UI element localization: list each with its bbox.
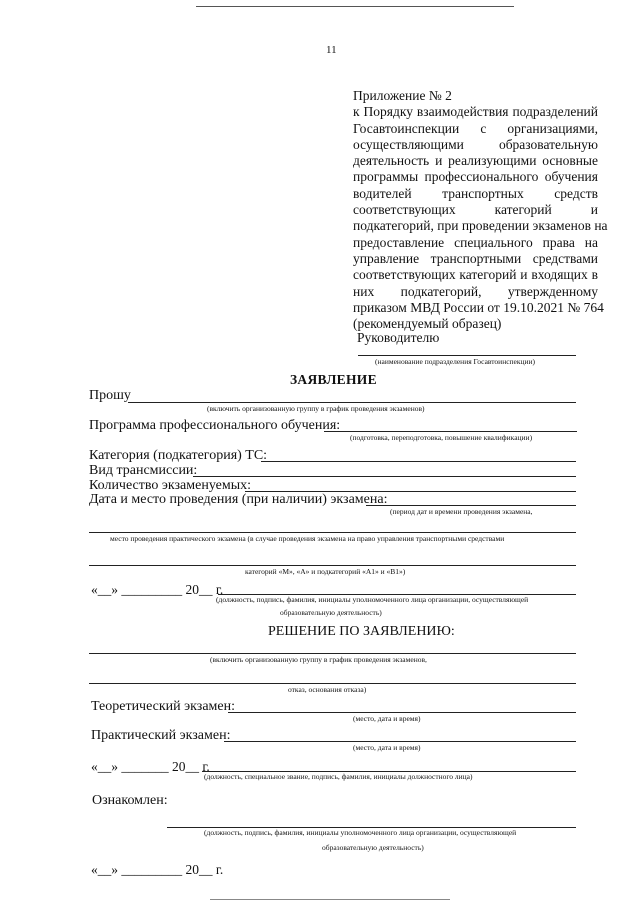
appendix-header: [353, 88, 608, 332]
decision-caption-1: (включить организованную группу в график проведения экзаменов,: [210, 655, 427, 664]
request-caption: (включить организованную группу в график проведения экзаменов): [207, 404, 425, 413]
appendix-line: к Порядку взаимодействия подразделений: [353, 104, 598, 120]
appendix-line: (рекомендуемый образец): [353, 316, 502, 332]
practical-place-caption: место проведения практического экзамена (в случае проведения экзамена на право управления транспортными средствами: [110, 534, 505, 543]
exam-date-caption: (период дат и времени проведения экзамена,: [390, 507, 533, 516]
sign1-caption-1: (должность, подпись, фамилия, инициалы уполномоченного лица организации, осуществляющей: [216, 595, 529, 604]
categories-caption: категорий «М», «А» и подкатегорий «А1» и «В1»): [245, 567, 406, 576]
document-title: ЗАЯВЛЕНИЕ: [290, 372, 377, 387]
transmission-line[interactable]: [193, 476, 576, 477]
program-label: Программа профессионального обучения:: [89, 418, 341, 433]
acquainted-caption-1: (должность, подпись, фамилия, инициалы уполномоченного лица организации, осуществляющей: [204, 828, 517, 837]
recipient-line[interactable]: [358, 355, 576, 356]
scan-bottom-edge: [210, 899, 450, 900]
exam-date-line[interactable]: [366, 505, 576, 506]
appendix-line: Приложение № 2: [353, 88, 452, 103]
practice-label: Практический экзамен:: [91, 728, 231, 743]
appendix-line: программы профессионального обучения: [353, 169, 598, 185]
appendix-line: управление транспортными средствами: [353, 250, 598, 266]
acquainted-caption-2: образовательную деятельность): [322, 843, 424, 852]
exam-place-line[interactable]: [89, 532, 576, 533]
appendix-line: деятельность и реализующими основные: [353, 153, 598, 169]
recipient-caption: (наименование подразделения Госавтоинспекции): [375, 357, 536, 366]
sign3-date[interactable]: «__» _________ 20__ г.: [91, 862, 224, 877]
category-line[interactable]: [261, 461, 576, 462]
sign1-caption-2: образовательную деятельность): [280, 608, 382, 617]
theory-label: Теоретический экзамен:: [91, 699, 235, 714]
decision-line-2[interactable]: [89, 683, 576, 684]
decision-line[interactable]: [89, 653, 576, 654]
transmission-label: Вид трансмиссии:: [89, 463, 198, 478]
recipient-label: Руководителю: [357, 330, 440, 345]
appendix-line: подкатегорий, при проведении экзаменов на: [353, 218, 608, 234]
sign2-date[interactable]: «__» _______ 20__ г.: [91, 759, 210, 774]
practice-caption: (место, дата и время): [353, 743, 421, 752]
category-label: Категория (подкатегория) ТС:: [89, 448, 268, 463]
request-label: Прошу: [89, 388, 131, 403]
decision-caption-2: отказ, основания отказа): [288, 685, 367, 694]
scan-top-edge: [196, 6, 514, 7]
theory-caption: (место, дата и время): [353, 714, 421, 723]
sign2-caption: (должность, специальное звание, подпись, фамилия, инициалы должностного лица): [204, 772, 473, 781]
examinees-label: Количество экзаменуемых:: [89, 478, 252, 493]
decision-title: РЕШЕНИЕ ПО ЗАЯВЛЕНИЮ:: [268, 624, 455, 639]
exam-place-line-2[interactable]: [89, 565, 576, 566]
exam-date-label: Дата и место проведения (при наличии) экзамена:: [89, 492, 388, 507]
appendix-line: приказом МВД России от 19.10.2021 № 764: [353, 299, 604, 315]
program-caption: (подготовка, переподготовка, повышение квалификации): [350, 433, 533, 442]
appendix-line: водителей транспортных средств: [353, 185, 598, 201]
theory-line[interactable]: [228, 712, 576, 713]
program-line[interactable]: [324, 431, 577, 432]
appendix-line: соответствующих категорий и входящих в: [353, 267, 598, 283]
sign1-date[interactable]: «__» _________ 20__ г.: [91, 582, 224, 597]
acquainted-label: Ознакомлен:: [92, 793, 168, 808]
request-line[interactable]: [128, 402, 576, 403]
practice-line[interactable]: [224, 741, 576, 742]
page-number: 11: [326, 44, 337, 56]
appendix-line: осуществляющими образовательную: [353, 136, 598, 152]
appendix-line: Госавтоинспекции с организациями,: [353, 120, 598, 136]
appendix-line: предоставление специального права на: [353, 234, 598, 250]
appendix-line: соответствующих категорий и: [353, 202, 598, 218]
appendix-line: них подкатегорий, утвержденному: [353, 283, 598, 299]
